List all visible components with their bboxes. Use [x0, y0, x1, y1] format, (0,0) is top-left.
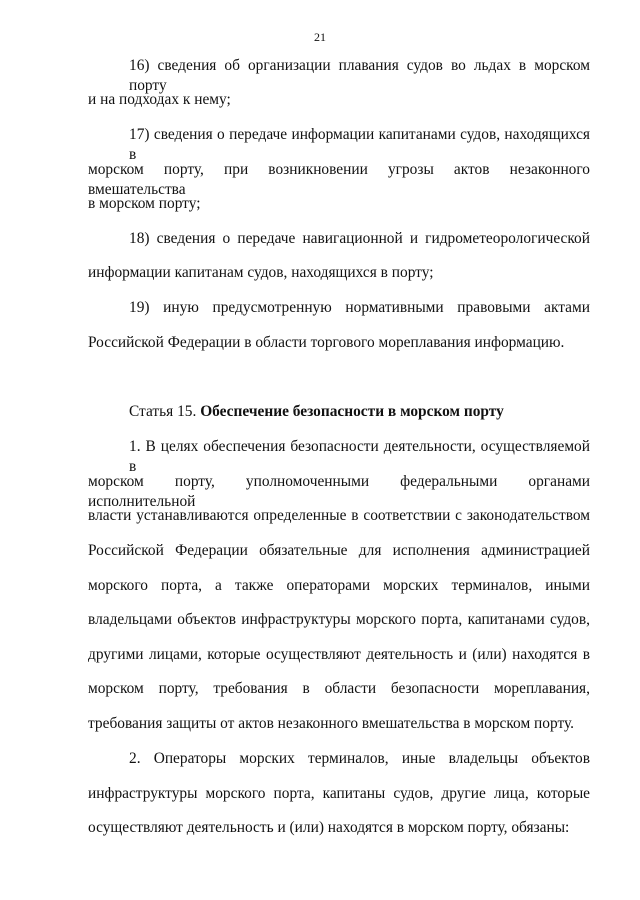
article-15-part-1-line-2: морском порту, уполномоченными федеральными органами исполнительной	[88, 473, 590, 510]
article-15-title: Обеспечение безопасности в морском порту	[200, 403, 504, 420]
article-15-part-1-line-3: власти устанавливаются определенные в соответствии с законодательством	[88, 507, 590, 524]
item-18-line-2: информации капитанам судов, находящихся в порту;	[88, 264, 434, 281]
article-15-part-1-line-1: 1. В целях обеспечения безопасности деятельности, осуществляемой в	[129, 438, 590, 475]
article-15-heading	[129, 402, 504, 422]
item-17-line-3: в морском порту;	[88, 195, 201, 212]
article-15-part-1-line-8: морском порту, требования в области безопасности мореплавания,	[88, 680, 590, 697]
item-16-line-2: и на подходах к нему;	[88, 91, 231, 108]
article-15-part-2-line-1: 2. Операторы морских терминалов, иные владельцы объектов	[129, 750, 590, 767]
article-15-prefix: Статья 15.	[129, 403, 197, 420]
article-15-part-2-line-3: осуществляют деятельность и (или) находятся в морском порту, обязаны:	[88, 819, 570, 836]
article-15-part-2-line-2: инфраструктуры морского порта, капитаны судов, другие лица, которые	[88, 785, 590, 802]
item-17-line-1: 17) сведения о передаче информации капитанами судов, находящихся в	[129, 126, 590, 163]
article-15-part-1-line-9: требования защиты от актов незаконного вмешательства в морском порту.	[88, 715, 574, 732]
article-15-part-1-line-4: Российской Федерации обязательные для исполнения администрацией	[88, 542, 590, 559]
page-number: 21	[314, 30, 326, 44]
item-16-line-1: 16) сведения об организации плавания судов во льдах в морском порту	[129, 57, 590, 94]
article-15-part-1-line-6: владельцами объектов инфраструктуры морского порта, капитанами судов,	[88, 611, 590, 628]
item-19-line-2: Российской Федерации в области торгового мореплавания информацию.	[88, 334, 565, 351]
item-18-line-1: 18) сведения о передаче навигационной и гидрометеорологической	[129, 230, 590, 247]
item-19-line-1: 19) иную предусмотренную нормативными правовыми актами	[129, 299, 590, 316]
article-15-part-1-line-7: другими лицами, которые осуществляют деятельность и (или) находятся в	[88, 646, 590, 663]
item-17-line-2: морском порту, при возникновении угрозы актов незаконного вмешательства	[88, 161, 590, 198]
article-15-part-1-line-5: морского порта, а также операторами морских терминалов, иными	[88, 577, 590, 594]
